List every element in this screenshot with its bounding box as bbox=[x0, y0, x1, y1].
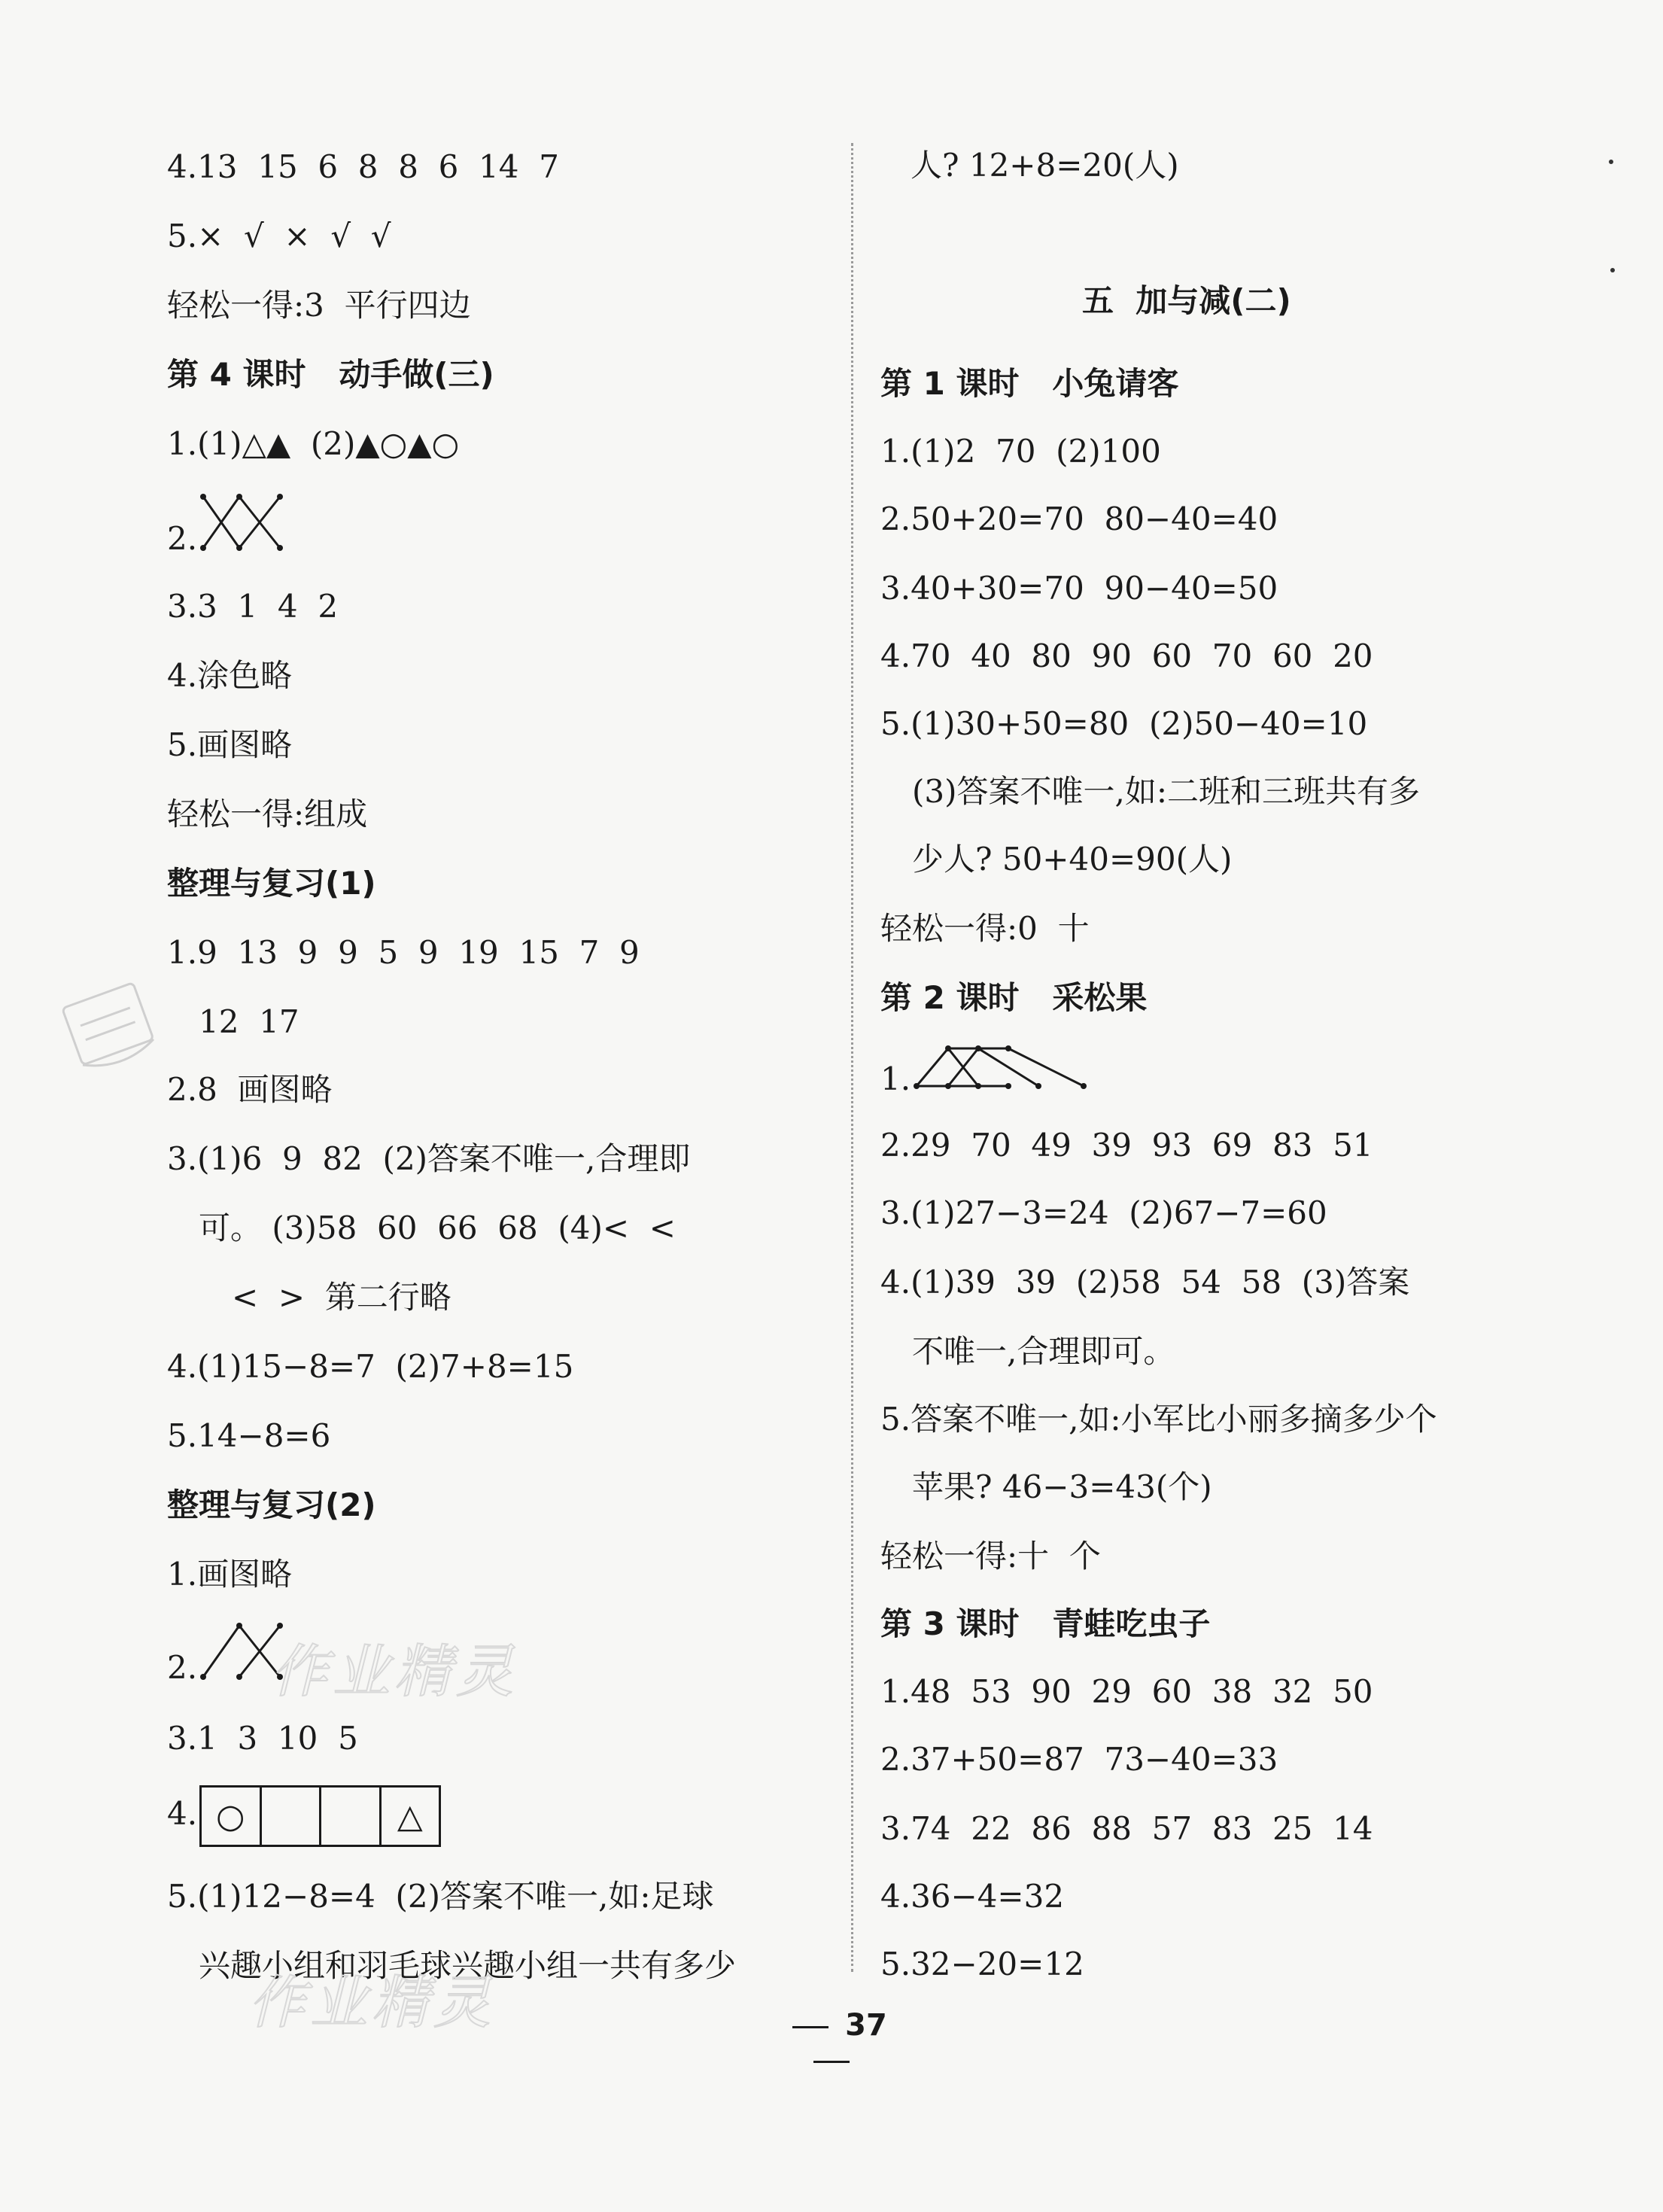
answer-line: 4.(1)15−8=7 (2)7+8=15 bbox=[167, 1348, 574, 1385]
watermark-logo: 作业精灵 bbox=[248, 1969, 495, 2036]
answer-line: 可。 (3)58 60 66 68 (4)< < bbox=[199, 1209, 676, 1246]
answer-line: 苹果? 46−3=43(个) bbox=[912, 1468, 1212, 1505]
answer-line: 2.8 画图略 bbox=[167, 1071, 333, 1108]
page-number bbox=[745, 2008, 918, 2077]
answer-line: 5.(1)12−8=4 (2)答案不唯一,如:足球 bbox=[167, 1878, 714, 1915]
answer-line: 2.50+20=70 80−40=40 bbox=[880, 501, 1278, 537]
box-cell: ○ bbox=[202, 1788, 262, 1845]
answer-line: 3.1 3 10 5 bbox=[167, 1720, 358, 1757]
answer-line: 5.× √ × √ √ bbox=[167, 218, 391, 254]
answer-line: 2.29 70 49 39 93 69 83 51 bbox=[880, 1127, 1373, 1164]
answer-line: 4.13 15 6 8 8 6 14 7 bbox=[167, 148, 559, 185]
answer-line: 4.涂色略 bbox=[167, 657, 293, 694]
answer-line: 1.9 13 9 9 5 9 19 15 7 9 bbox=[167, 934, 640, 971]
answer-line: 2.37+50=87 73−40=33 bbox=[880, 1741, 1278, 1778]
watermark-logo: 作业精灵 bbox=[271, 1638, 518, 1705]
margin-dot bbox=[1610, 268, 1615, 272]
stamp-icon bbox=[53, 971, 166, 1084]
answer-line: 4.(1)39 39 (2)58 54 58 (3)答案 bbox=[880, 1264, 1410, 1301]
answer-line: 1.(1)△▲ (2)▲○▲○ bbox=[167, 425, 460, 462]
answer-line: 1.(1)2 70 (2)100 bbox=[880, 433, 1161, 470]
answer-line: 2. bbox=[167, 1649, 198, 1686]
line-matching-icon bbox=[911, 1042, 1099, 1095]
chapter-title: 五 加与减(二) bbox=[1082, 282, 1291, 319]
answer-line: 3.74 22 86 88 57 83 25 14 bbox=[880, 1810, 1373, 1847]
section-heading: 整理与复习(1) bbox=[167, 865, 376, 902]
answer-line: 轻松一得:十 个 bbox=[880, 1538, 1101, 1575]
answer-line: 轻松一得:3 平行四边 bbox=[167, 287, 471, 324]
lesson-heading: 第 3 课时 青蛙吃虫子 bbox=[880, 1605, 1211, 1642]
answer-line: 人? 12+8=20(人) bbox=[911, 147, 1179, 184]
answer-line: 2. bbox=[167, 520, 198, 557]
answer-line: 不唯一,合理即可。 bbox=[912, 1333, 1175, 1370]
answer-line: 少人? 50+40=90(人) bbox=[912, 841, 1233, 878]
answer-line: < > 第二行略 bbox=[232, 1279, 451, 1316]
lesson-heading: 第 1 课时 小兔请客 bbox=[880, 365, 1179, 402]
box-cell bbox=[321, 1788, 382, 1845]
answer-line: 3.40+30=70 90−40=50 bbox=[880, 570, 1278, 607]
line-matching-icon bbox=[197, 489, 295, 557]
answer-line: 3.(1)27−3=24 (2)67−7=60 bbox=[880, 1194, 1327, 1231]
box-cell bbox=[262, 1788, 322, 1845]
box-cell: △ bbox=[397, 1797, 423, 1836]
lesson-heading: 第 4 课时 动手做(三) bbox=[167, 356, 494, 393]
column-divider bbox=[851, 143, 853, 1972]
answer-line: 4.70 40 80 90 60 70 60 20 bbox=[880, 637, 1373, 674]
section-heading: 整理与复习(2) bbox=[167, 1486, 376, 1523]
answer-line: 轻松一得:0 十 bbox=[880, 910, 1090, 947]
answer-line: 1. bbox=[880, 1060, 911, 1097]
shape-box-row bbox=[199, 1785, 441, 1847]
answer-line: 1.48 53 90 29 60 38 32 50 bbox=[880, 1673, 1373, 1710]
answer-line: 4.36−4=32 bbox=[880, 1878, 1065, 1915]
margin-dot bbox=[1609, 160, 1613, 164]
page-number-text: 37 bbox=[845, 2008, 887, 2043]
answer-line: 3.3 1 4 2 bbox=[167, 588, 339, 625]
answer-line: 5.画图略 bbox=[167, 726, 293, 763]
answer-line: 兴趣小组和羽毛球兴趣小组一共有多少 bbox=[199, 1947, 737, 1984]
answer-line: 12 17 bbox=[199, 1003, 299, 1040]
answer-line: 5.14−8=6 bbox=[167, 1417, 331, 1454]
answer-line: 轻松一得:组成 bbox=[167, 796, 368, 832]
answer-line: 4. bbox=[167, 1795, 198, 1832]
answer-line: 1.画图略 bbox=[167, 1556, 293, 1593]
answer-line: 3.(1)6 9 82 (2)答案不唯一,合理即 bbox=[167, 1140, 691, 1177]
answer-line: 5.(1)30+50=80 (2)50−40=10 bbox=[880, 705, 1368, 742]
lesson-heading: 第 2 课时 采松果 bbox=[880, 979, 1148, 1016]
answer-line: 5.32−20=12 bbox=[880, 1946, 1084, 1982]
answer-line: (3)答案不唯一,如:二班和三班共有多 bbox=[912, 773, 1420, 810]
answer-line: 5.答案不唯一,如:小军比小丽多摘多少个 bbox=[880, 1401, 1437, 1438]
